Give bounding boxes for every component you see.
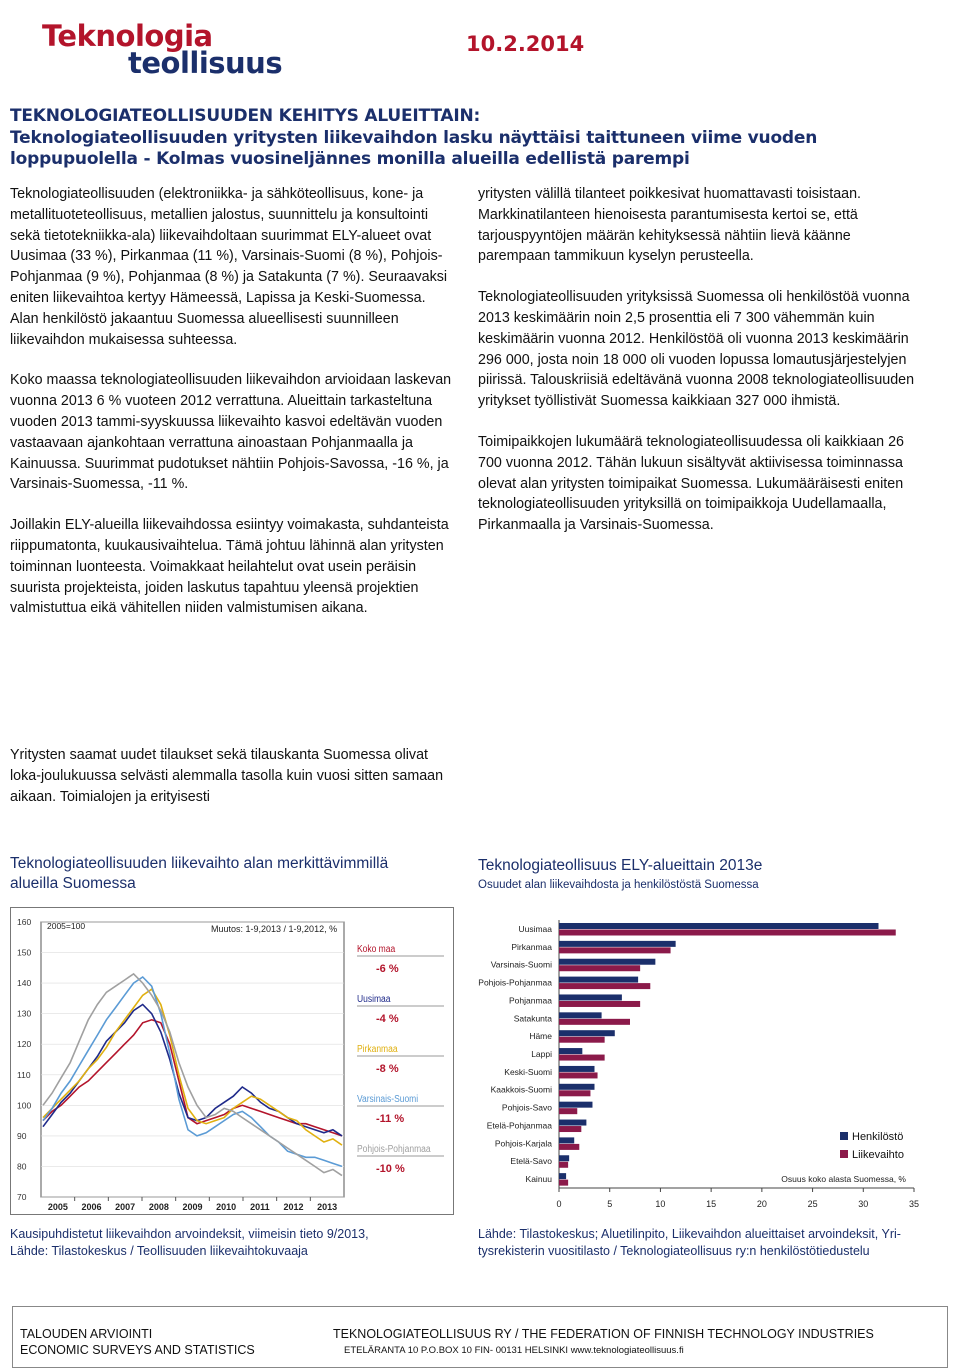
headline [10, 106, 950, 171]
footer-left-line-2: ECONOMIC SURVEYS AND STATISTICS [20, 1343, 255, 1357]
y-tick-label: 90 [17, 1130, 27, 1141]
y-tick-label: 150 [17, 947, 32, 958]
x-tick-label: 35 [908, 1199, 920, 1209]
x-tick-label: 5 [607, 1199, 613, 1209]
y-tick-label: 140 [17, 978, 32, 989]
footer-left-line-1: TALOUDEN ARVIOINTI [20, 1327, 153, 1341]
category-label: Pohjois-Savo [501, 1102, 552, 1113]
bar [559, 1155, 569, 1161]
body-left-column [10, 184, 452, 639]
category-label: Etelä-Pohjanmaa [486, 1120, 552, 1131]
bar [559, 1072, 598, 1078]
category-label: Pohjois-Karjala [494, 1138, 552, 1149]
logo-line-2: teollisuus [128, 46, 283, 80]
legend-label: Pohjois-Pohjanmaa [357, 1143, 431, 1155]
left-chart-title-line-1: Teknologiateollisuuden liikevaihto alan merkittävimmillä [10, 855, 389, 872]
x-tick-label: 2009 [182, 1202, 203, 1212]
logo [42, 19, 283, 80]
bar [559, 1120, 586, 1126]
legend-label: Varsinais-Suomi [357, 1093, 419, 1105]
footer-right-line-1: TEKNOLOGIATEOLLISUUS RY / THE FEDERATION OF FINNISH TECHNOLOGY INDUSTRIES [333, 1327, 874, 1341]
bar [559, 1180, 568, 1186]
bar [559, 1102, 592, 1108]
headline-line-3: loppupuolella - Kolmas vuosineljännes monilla alueilla edellistä parempi [10, 149, 690, 169]
category-label: Satakunta [513, 1013, 552, 1024]
bar [559, 930, 896, 936]
footer-right-line-2: ETELÄRANTA 10 P.O.BOX 10 FIN- 00131 HELSINKI www.teknologiateollisuus.fi [344, 1345, 684, 1356]
right-chart-area [478, 912, 940, 1216]
report-date: 10.2.2014 [466, 32, 585, 56]
bar [559, 959, 655, 965]
bar [559, 965, 640, 971]
x-tick-label: 2007 [115, 1202, 136, 1212]
category-label: Häme [529, 1031, 552, 1042]
category-label: Pohjanmaa [508, 995, 552, 1006]
bar [559, 983, 650, 989]
legend-swatch [840, 1150, 848, 1158]
bar [559, 994, 622, 1000]
x-tick-label: 15 [706, 1199, 717, 1209]
change-value: -11 % [376, 1113, 405, 1125]
legend-swatch [840, 1132, 848, 1140]
logo-line-1: Teknologia [42, 19, 213, 53]
y-tick-label: 110 [17, 1069, 31, 1080]
left-chart-source-line-1: Kausipuhdistetut liikevaihdon arvoindeksit, viimeisin tieto 9/2013, [10, 1227, 369, 1241]
change-value: -6 % [376, 963, 399, 975]
body-left-column-continued [10, 745, 452, 827]
x-tick-label: 20 [756, 1199, 767, 1209]
x-tick-label: 25 [807, 1199, 818, 1209]
bar [559, 1037, 605, 1043]
bar [559, 1090, 590, 1096]
y-tick-label: 80 [17, 1161, 27, 1172]
x-tick-label: 30 [858, 1199, 869, 1209]
right-chart-title: Teknologiateollisuus ELY-alueittain 2013e [478, 857, 763, 874]
bar [559, 1173, 566, 1179]
bar [559, 1126, 581, 1132]
right-chart-subtitle: Osuudet alan liikevaihdosta ja henkilöstöstä Suomessa [478, 879, 759, 891]
y-tick-label: 120 [17, 1039, 32, 1050]
x-tick-label: 2008 [148, 1202, 169, 1212]
x-tick-label: 10 [655, 1199, 666, 1209]
category-label: Pohjois-Pohjanmaa [478, 977, 552, 988]
legend-label: Koko maa [357, 943, 396, 955]
bar [559, 941, 676, 947]
bar [559, 947, 671, 953]
y-tick-label: 100 [17, 1100, 32, 1111]
left-chart-frame [10, 907, 454, 1215]
bar [559, 1144, 579, 1150]
paragraph: Teknologiateollisuuden (elektroniikka- ja sähköteollisuus, kone- ja metallituoteteollisuus, metallien jalostus, suunnittelu ja konsultointi sekä tietotekniikka-ala) liikevaihdoltaan suurimmat ELY-alueet ovat Uusimaa (33 %), Pirkanmaa (11 %), Varsinais-Suomi (8 %), Pohjois-Pohjanmaa (9 %), Pohjanmaa (8 %) ja Satakunta (7 %). Seuraavaksi eniten liikevaihtoa kertyy Hämeessä, Lapissa ja Keski-Suomessa. Alan henkilöstö jakaantuu Suomessa alueellisesti suunnilleen liikevaihdon mukaisessa suhteessa. [10, 186, 448, 348]
y-tick-label: 70 [17, 1192, 27, 1202]
x-tick-label: 0 [556, 1199, 562, 1209]
bar [559, 923, 879, 929]
body-right-column [478, 184, 926, 556]
category-label: Uusimaa [518, 923, 552, 934]
right-chart-source-line-1: Lähde: Tilastokeskus; Aluetilinpito, Liikevaihdon alueittaiset arvoindeksit, Yri- [478, 1227, 901, 1241]
x-tick-label: 2011 [250, 1202, 270, 1212]
category-label: Pirkanmaa [511, 941, 552, 952]
bar-chart [478, 912, 940, 1216]
category-label: Keski-Suomi [504, 1066, 552, 1077]
left-chart-source-line-2: Lähde: Tilastokeskus / Teollisuuden liikevaihtokuvaaja [10, 1243, 308, 1258]
legend-label: Pirkanmaa [357, 1043, 398, 1055]
y-tick-label: 130 [17, 1008, 32, 1019]
x-axis-label: Osuus koko alasta Suomessa, % [781, 1174, 906, 1184]
index-note: 2005=100 [47, 921, 86, 931]
category-label: Lappi [531, 1049, 552, 1059]
change-title: Muutos: 1-9,2013 / 1-9,2012, % [211, 924, 338, 934]
legend-label: Uusimaa [357, 993, 391, 1005]
x-tick-label: 2012 [283, 1202, 304, 1212]
bar [559, 1048, 582, 1054]
headline-line-1: TEKNOLOGIATEOLLISUUDEN KEHITYS ALUEITTAIN: [10, 106, 481, 126]
y-tick-label: 160 [17, 917, 32, 927]
change-value: -8 % [376, 1063, 399, 1075]
legend-label: Liikevaihto [852, 1149, 904, 1161]
x-tick-label: 2006 [81, 1202, 102, 1212]
bar [559, 1162, 568, 1168]
legend-label: Henkilöstö [852, 1131, 904, 1143]
bar [559, 1055, 605, 1061]
bar [559, 1012, 602, 1018]
x-tick-label: 2005 [47, 1202, 68, 1212]
category-label: Kaakkois-Suomi [490, 1084, 552, 1095]
paragraph: Joillakin ELY-alueilla liikevaihdossa esiintyy voimakasta, suhdanteista riippumatonta, kuukausivaihtelua. Tämä johtuu lähinnä alan yritysten toiminnan luonteesta. Voimakkaat heilahtelut ovat usein peräisin suurista projekteista, joiden laskutus tapahtuu yleensä projektien valmistuttua eikä vähitellen niiden valmistumisen aikana. [10, 517, 449, 617]
category-label: Kainuu [525, 1174, 552, 1185]
bar [559, 1108, 577, 1114]
bar [559, 1084, 595, 1090]
headline-line-2: Teknologiateollisuuden yritysten liikevaihdon lasku näyttäisi taittuneen viime vuoden [10, 127, 818, 148]
left-chart-title [10, 854, 460, 894]
paragraph: Toimipaikkojen lukumäärä teknologiateollisuudessa oli kaikkiaan 26 700 vuonna 2012. Tähän lukuun sisältyvät aktiivisessa toiminnassa olevat alan yritysten toimipaikat Suomessa. Lukumääräisesti eniten teknologiateollisuuden yrityksillä on toimipaikkoja Uudellamaalla, Pirkanmaalla ja Varsinais-Suomessa. [478, 433, 904, 534]
bar [559, 1137, 574, 1143]
change-value: -4 % [376, 1013, 399, 1025]
category-label: Etelä-Savo [510, 1156, 552, 1167]
bar [559, 1019, 630, 1025]
bar [559, 1066, 595, 1072]
left-chart-source [10, 1226, 460, 1259]
paragraph: yritysten välillä tilanteet poikkesivat huomattavasti toisistaan. Markkinatilanteen hienoisesta parantumisesta kertoi se, että tarjouspyyntöjen määrän kehityksessä nähtiin lievä käänne parempaan tammikuun kyselyn perusteella. [478, 186, 862, 265]
bar [559, 1001, 640, 1007]
bar [559, 1030, 615, 1036]
category-label: Varsinais-Suomi [490, 959, 552, 970]
x-tick-label: 2010 [216, 1202, 237, 1212]
line-chart [11, 908, 453, 1214]
right-chart-source-line-2: tysrekisterin vuositilasto / Teknologiateollisuus ry:n henkilöstötiedustelu [478, 1243, 870, 1258]
paragraph: Koko maassa teknologiateollisuuden liikevaihdon arvioidaan laskevan vuonna 2013 6 % vuoteen 2012 verrattuna. Alueittain tarkasteltuna vuoden 2013 tammi-syyskuussa liikevaihto kasvoi edeltävän vuoden vastaavaan ajankohtaan verrattuna ainoastaan Pohjanmaalla ja Kainuussa. Suurimmat pudotukset nähtiin Pohjois-Savossa, -16 %, ja Varsinais-Suomessa, -11 %. [10, 372, 452, 493]
x-tick-label: 2013 [317, 1202, 338, 1212]
paragraph: Yritysten saamat uudet tilaukset sekä tilauskanta Suomessa olivat loka-joulukuussa selvästi alemmalla tasolla kuin vuosi sitten samaan aikaan. Toimialojen ja erityisesti [10, 747, 444, 805]
change-value: -10 % [376, 1163, 405, 1175]
right-chart-source [478, 1226, 948, 1259]
bar [559, 977, 638, 983]
left-chart-title-line-2: alueilla Suomessa [10, 875, 136, 892]
paragraph: Teknologiateollisuuden yrityksissä Suomessa oli henkilöstöä vuonna 2013 keskimäärin noin 2,5 prosenttia eli 7 300 vähemmän kuin keskimäärin vuonna 2012. Henkilöstöä oli vuonna 2013 keskimäärin 296 000, josta noin 18 000 oli vuoden lopussa lomautusjärjestelyjen piirissä. Talouskriisiä edeltävänä vuonna 2008 teknologiateollisuuden yritykset työllistivät Suomessa kaikkiaan 327 000 ihmistä. [478, 289, 915, 410]
